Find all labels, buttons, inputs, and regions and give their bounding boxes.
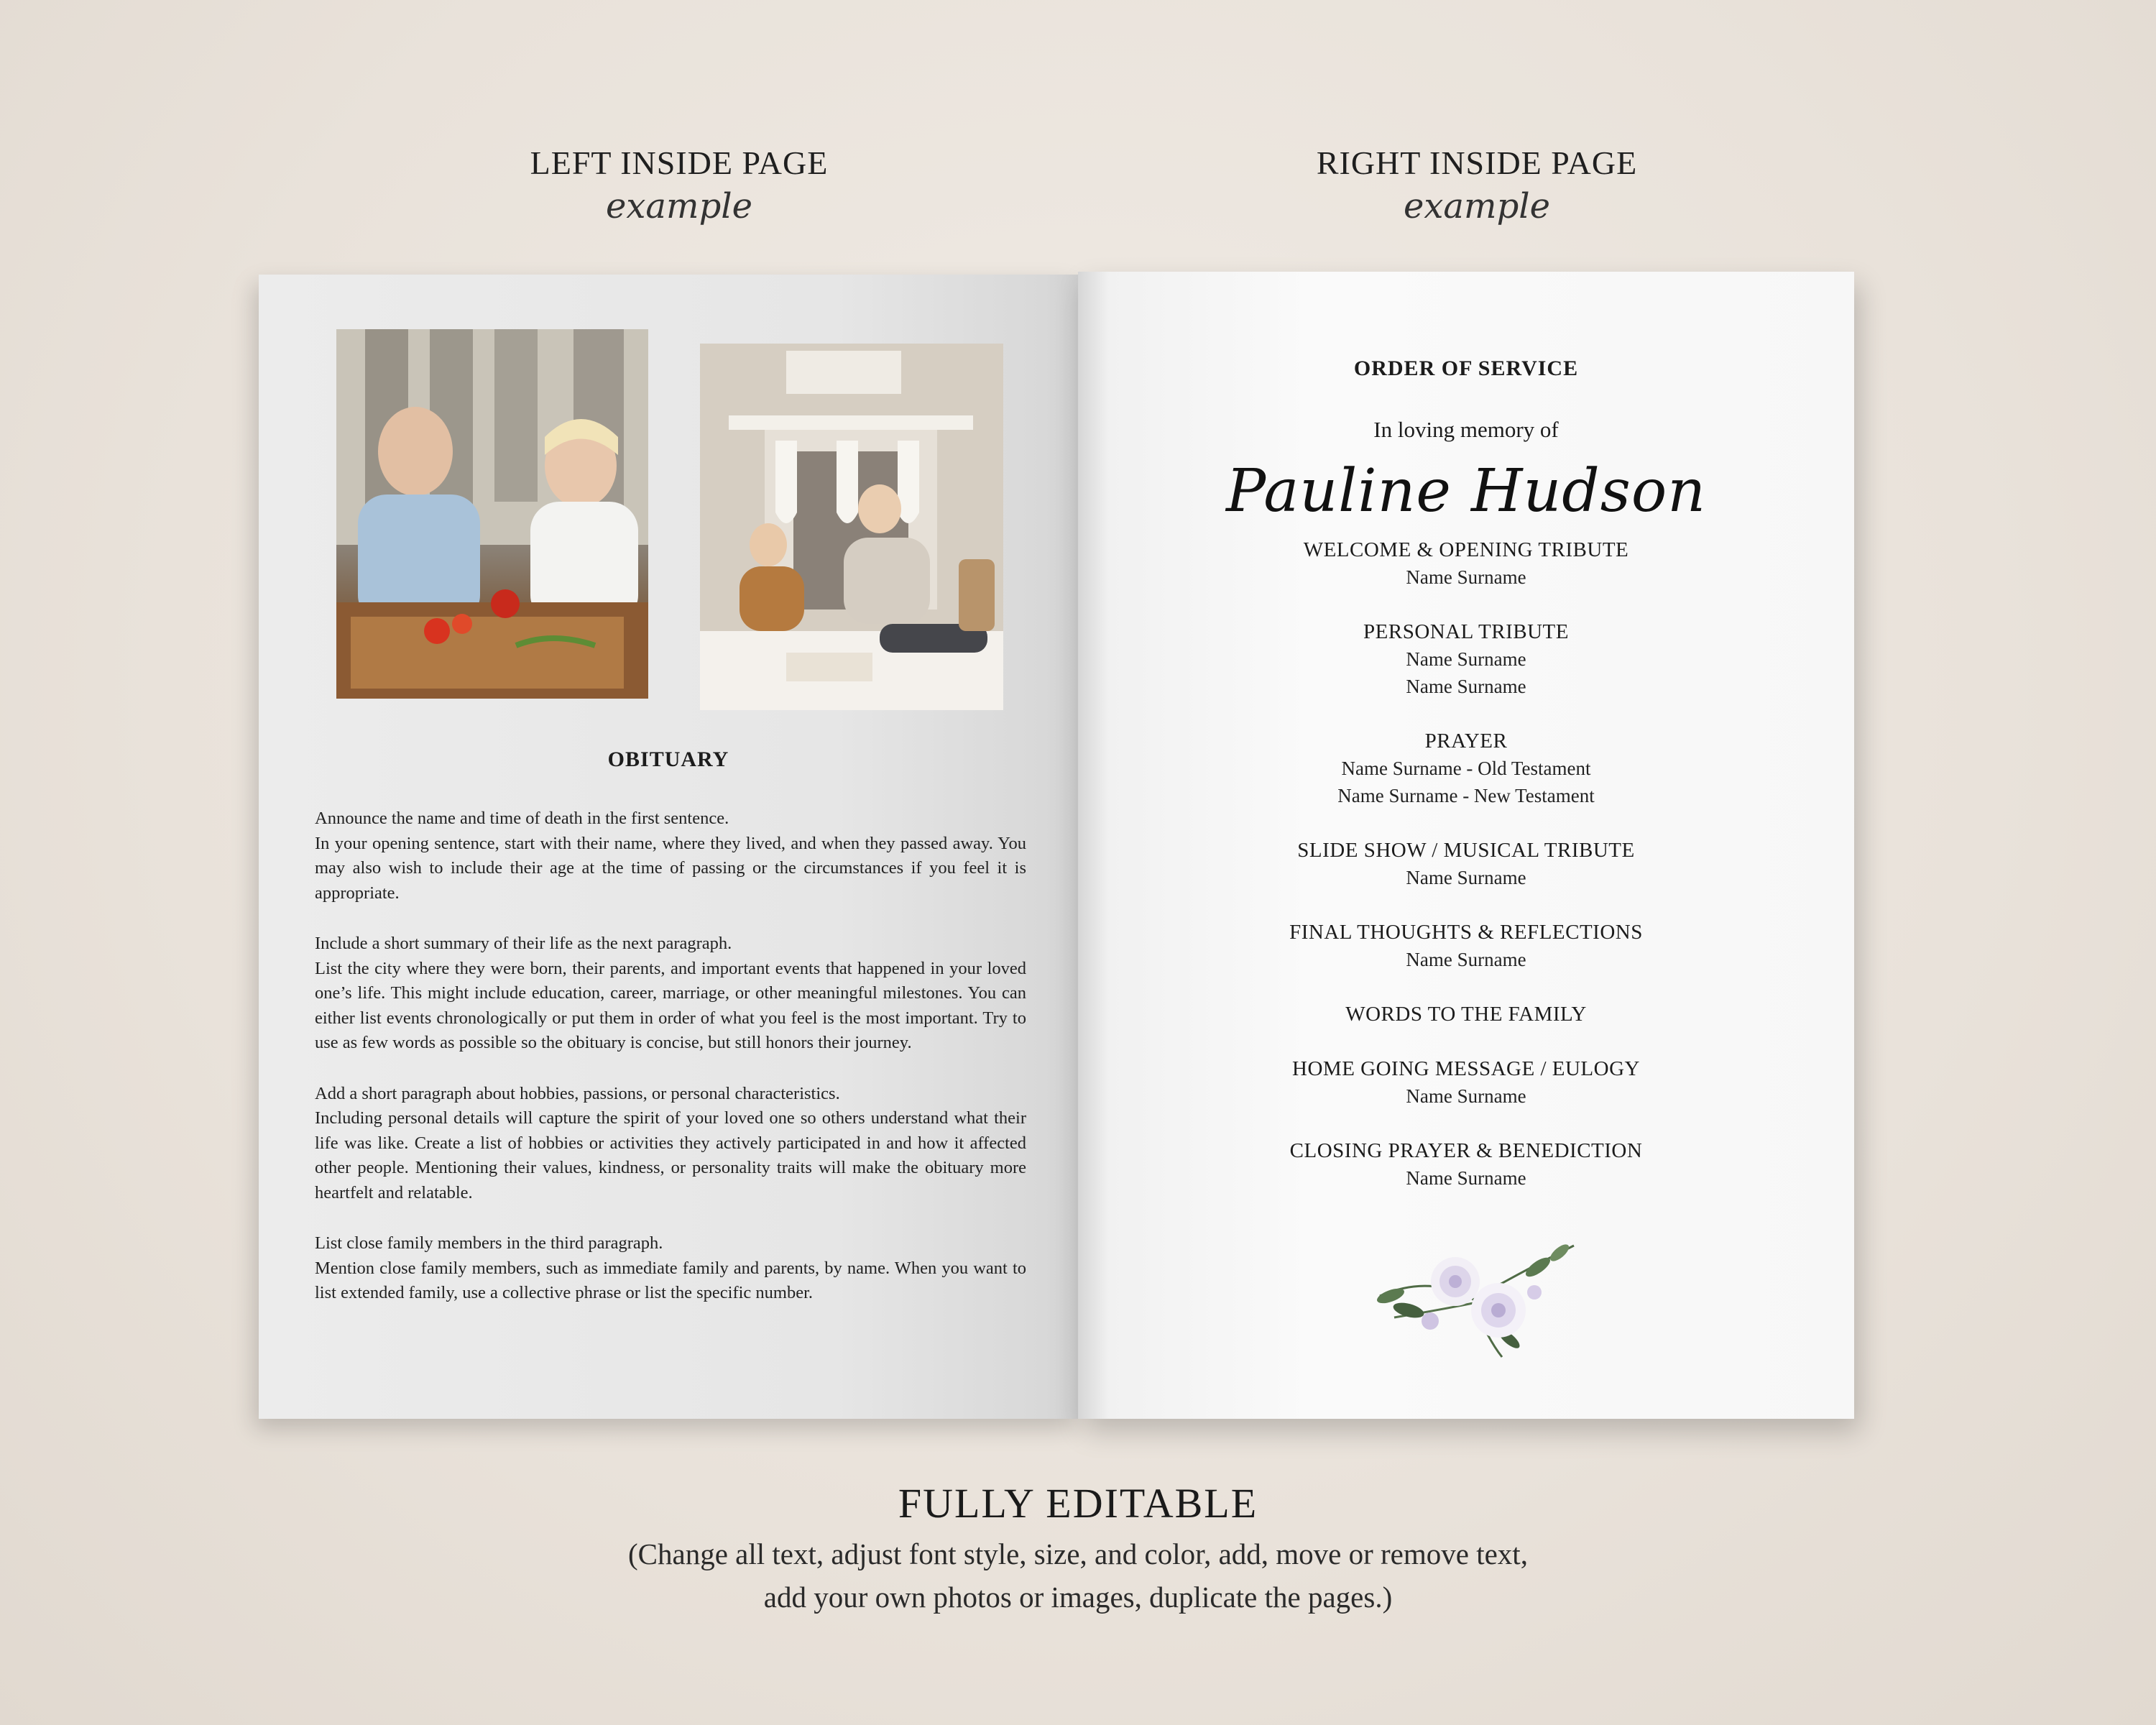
right-page-label-subtitle: example xyxy=(1403,186,1551,226)
program-item-name: Name Surname xyxy=(1406,648,1526,670)
deceased-name: Pauline Hudson xyxy=(1225,457,1707,525)
program-item xyxy=(1078,919,1854,973)
photo-couple-kitchen xyxy=(336,329,648,699)
program-item-name: Name Surname xyxy=(1406,566,1526,588)
program-item xyxy=(1078,536,1854,591)
obituary-paragraph xyxy=(315,1082,1026,1206)
obituary-text xyxy=(315,806,1026,1332)
left-page-label-subtitle: example xyxy=(605,186,753,226)
program-item-name: Name Surname xyxy=(1406,676,1526,697)
program-item-title: WORDS TO THE FAMILY xyxy=(1345,1003,1587,1026)
obituary-body: List the city where they were born, their parents, and important events that happened in your loved one’s life. This might include education, career, marriage, or other meaningful milestones. You can either list events chronologically or put them in order of what you feel is the most important. Try to use as few words as possible so the obituary is concise, but still honors their journey. xyxy=(315,958,1026,1052)
program-item xyxy=(1078,1137,1854,1192)
program-item-title: FINAL THOUGHTS & REFLECTIONS xyxy=(1289,921,1643,944)
photo-mother-daughter xyxy=(700,344,1003,710)
program-item-name: Name Surname - New Testament xyxy=(1337,785,1595,806)
left-page-label-title: LEFT INSIDE PAGE xyxy=(530,144,829,181)
left-inside-page xyxy=(259,275,1078,1419)
footer-line-2: add your own photos or images, duplicate the pages.) xyxy=(763,1581,1393,1614)
obituary-body: In your opening sentence, start with their name, where they lived, and when they passed away. You may also wish to include their age at the time of passing or the circumstances if you feel it is appropriate. xyxy=(315,833,1026,903)
program-item-name: Name Surname xyxy=(1406,867,1526,888)
left-page-label xyxy=(428,144,931,226)
obituary-lead: Announce the name and time of death in the first sentence. xyxy=(315,809,729,828)
program-item-title: CLOSING PRAYER & BENEDICTION xyxy=(1289,1139,1643,1162)
right-inside-page xyxy=(1078,272,1854,1419)
order-of-service-title: ORDER OF SERVICE xyxy=(1353,356,1579,380)
program-item xyxy=(1078,727,1854,809)
right-page-label-title: RIGHT INSIDE PAGE xyxy=(1316,144,1638,181)
obituary-title: OBITUARY xyxy=(607,748,729,771)
obituary-lead: Add a short paragraph about hobbies, passions, or personal characteristics. xyxy=(315,1083,840,1103)
footer-title: FULLY EDITABLE xyxy=(898,1480,1258,1527)
program-item xyxy=(1078,837,1854,891)
program-item xyxy=(1078,1055,1854,1110)
obituary-lead: Include a short summary of their life as the next paragraph. xyxy=(315,934,732,953)
program-item-name: Name Surname xyxy=(1406,949,1526,970)
program-item-title: WELCOME & OPENING TRIBUTE xyxy=(1303,538,1629,561)
program-item xyxy=(1078,618,1854,700)
program-item-title: PRAYER xyxy=(1424,730,1508,753)
brochure-spread xyxy=(259,272,1854,1422)
obituary-paragraph xyxy=(315,932,1026,1056)
program-item-title: SLIDE SHOW / MUSICAL TRIBUTE xyxy=(1297,839,1635,862)
memory-line: In loving memory of xyxy=(1373,417,1559,442)
service-program xyxy=(1078,536,1854,1219)
program-item-title: HOME GOING MESSAGE / EULOGY xyxy=(1292,1057,1640,1080)
program-item-title: PERSONAL TRIBUTE xyxy=(1363,620,1569,643)
obituary-body: Mention close family members, such as immediate family and parents, by name. When you want to list extended family, use a collective phrase or list the specific number. xyxy=(315,1258,1026,1302)
floral-ornament xyxy=(1365,1231,1588,1361)
program-item-name: Name Surname xyxy=(1406,1085,1526,1107)
obituary-lead: List close family members in the third paragraph. xyxy=(315,1233,663,1253)
obituary-paragraph xyxy=(315,1231,1026,1306)
program-item xyxy=(1078,1000,1854,1028)
obituary-body: Including personal details will capture the spirit of your loved one so others understand what their life was like. Create a list of hobbies or activities they actively participated in and how it affected other people. Mentioning their values, kindness, or personality traits will make the obituary more heartfelt and relatable. xyxy=(315,1108,1026,1202)
obituary-paragraph xyxy=(315,806,1026,906)
program-item-name: Name Surname - Old Testament xyxy=(1341,758,1591,779)
right-page-label xyxy=(1225,144,1728,226)
footer-line-1: (Change all text, adjust font style, size, and color, add, move or remove text, xyxy=(628,1537,1528,1570)
program-item-name: Name Surname xyxy=(1406,1167,1526,1189)
